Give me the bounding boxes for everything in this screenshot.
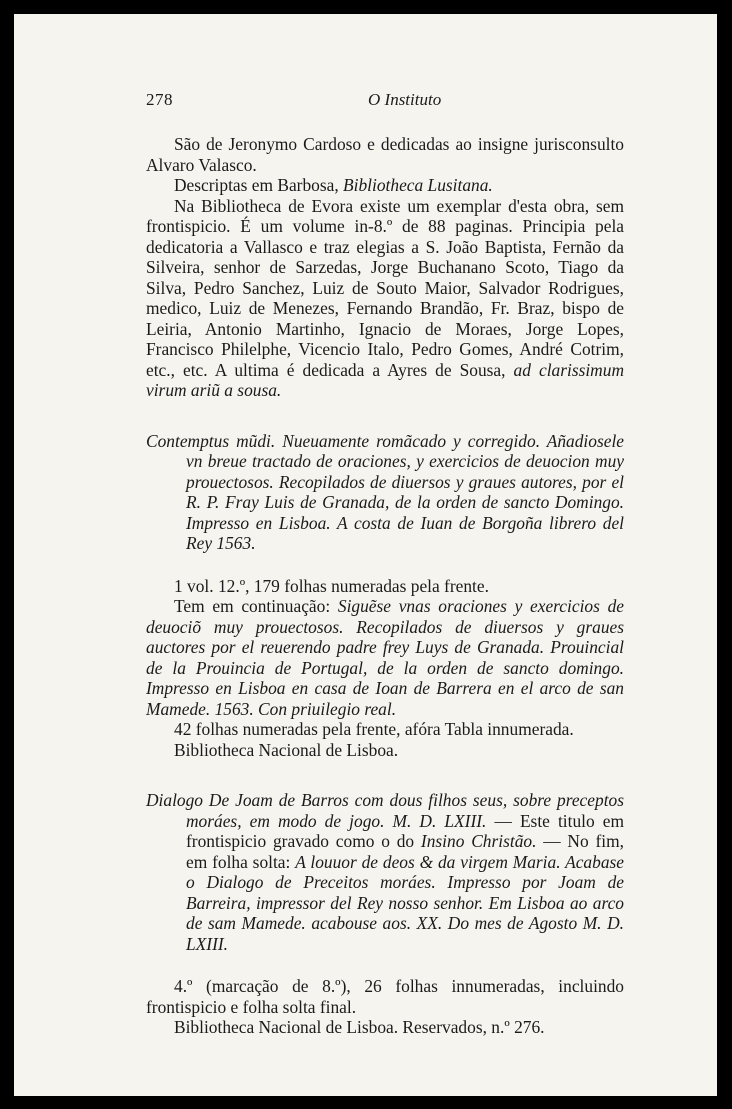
paragraph-reserved: Bibliotheca Nacional de Lisboa. Reservados, n.º 276. <box>174 1017 545 1037</box>
entry-dialogo-note-2: — No fim, em folha solta: <box>186 831 624 872</box>
entry-dialogo-note: — Este titulo em frontispicio gravado como o do <box>186 810 624 851</box>
book-page <box>14 14 717 1096</box>
entry-dialogo <box>146 790 624 954</box>
paragraph-volume: 1 vol. 12.º, 179 folhas numeradas pela frente. <box>174 575 489 596</box>
paragraph-library: Bibliotheca Nacional de Lisboa. <box>174 739 399 760</box>
paragraph-folhas: 42 folhas numeradas pela frente, afóra Tabla innumerada. <box>174 719 574 739</box>
paragraph-barbosa-title: Bibliotheca Lusitana. <box>343 175 493 195</box>
paragraph-continuation-title: Siguẽse vnas oraciones y exercicios de deuociõ muy prouectosos. Recopilados de diuersos y graues auctores por el reuerendo padre frey Luys de Granada. Prouincial de la Prouincia de Portugal, de la orden de sancto domingo. Impresso en Lisboa en casa de Ioan de Barrera en el arco de san Mamede. 1563. Con priuilegio real. <box>146 596 624 719</box>
entry-contemptus-mundi: Contemptus mũdi. Nueuamente romãcado y corregido. Añadiosele vn breue tractado de oraciones, y exercicios de deuocion muy prouectosos. Recopilados de diuersos y graues autores, por el R. P. Fray Luis de Granada, de la orden de sancto Domingo. Impresso en Lisboa. A costa de Iuan de Borgoña librero del Rey 1563. <box>146 430 624 553</box>
paragraph-continuation-text: Tem em continuação: <box>174 596 338 616</box>
running-title: O Instituto <box>368 90 442 109</box>
paragraph-format: 4.º (marcação de 8.º), 26 folhas innumeradas, incluindo frontispicio e folha solta final. <box>146 976 624 1017</box>
page-header <box>146 90 626 114</box>
paragraph-evora-text: Na Bibliotheca de Evora existe um exemplar d'esta obra, sem frontispicio. É um volume in-8.º de 88 paginas. Principia pela dedicatoria a Vallasco e traz elegias a S. João Baptista, Fernão da Silveira, senhor de Sarzedas, Jorge Buchanano Scoto, Tiago da Silva, Pedro Sanchez, Luiz de Souto Maior, Salvador Rodrigues, medico, Luiz de Menezes, Fernando Brandão, Fr. Braz, bispo de Leiria, Antonio Martinho, Ignacio de Moraes, Jorge Lopes, Francisco Philelphe, Vicencio Italo, Pedro Gomes, André Cotrim, etc., etc. A ultima é dedicada a Ayres de Sousa, <box>146 195 624 380</box>
paragraph-barbosa-text: Descriptas em Barbosa, <box>174 175 344 195</box>
paragraph-continuation <box>146 596 624 719</box>
paragraph-evora <box>146 196 624 401</box>
entry-dialogo-colophon: A louuor de deos & da virgem Maria. Acabase o Dialogo de Preceitos moráes. Impresso por Joam de Barreira, impressor del Rey nosso senhor. Em Lisboa ao arco de sam Mamede. acabouse aos. XX. Do mes de Agosto M. D. LXIII. <box>186 851 625 954</box>
page-body <box>146 134 624 1038</box>
page-number: 278 <box>146 90 173 109</box>
paragraph-author: São de Jeronymo Cardoso e dedicadas ao insigne jurisconsulto Alvaro Valasco. <box>146 134 624 175</box>
paragraph-barbosa <box>146 175 624 196</box>
paragraph-evora-dedication: ad clarissimum virum ariũ a sousa. <box>146 359 624 400</box>
entry-dialogo-title: Dialogo De Joam de Barros com dous filhos seus, sobre preceptos moráes, em modo de jogo. M. D. LXIII. <box>146 790 624 831</box>
entry-dialogo-insino: Insino Christão. <box>420 831 537 851</box>
